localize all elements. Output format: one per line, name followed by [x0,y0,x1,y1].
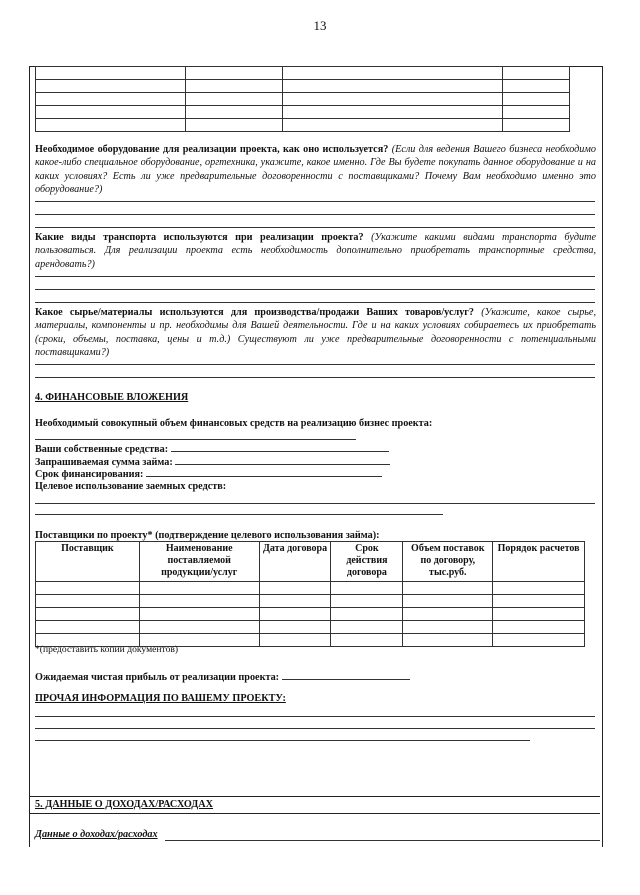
section-4-title: 4. ФИНАНСОВЫЕ ВЛОЖЕНИЯ [35,392,189,403]
term-field[interactable] [146,467,382,477]
section-5-title: 5. ДАННЫЕ О ДОХОДАХ/РАСХОДАХ [35,799,214,810]
answer-line[interactable] [35,728,595,729]
table-cell[interactable] [503,106,570,119]
answer-line[interactable] [165,840,600,841]
profit-field[interactable] [282,670,410,680]
table-cell[interactable] [493,621,585,634]
table-cell[interactable] [36,119,186,132]
table-cell[interactable] [503,119,570,132]
table-cell[interactable] [331,621,403,634]
profit-row [35,670,410,684]
answer-line[interactable] [35,377,595,378]
table-cell[interactable] [185,93,282,106]
answer-line[interactable] [35,716,595,717]
table-cell[interactable] [503,80,570,93]
purpose-label: Целевое использование заемных средств: [35,481,227,492]
continuation-table [35,66,570,132]
suppliers-table [35,541,585,647]
answer-line[interactable] [35,289,595,290]
table-cell[interactable] [282,67,503,80]
table-cell[interactable] [139,608,259,621]
loan-amount-field[interactable] [175,455,390,465]
table-cell[interactable] [139,595,259,608]
table-cell[interactable] [493,634,585,647]
table-cell[interactable] [331,582,403,595]
table-cell[interactable] [493,608,585,621]
table-cell[interactable] [403,608,493,621]
own-funds-field[interactable] [171,442,389,452]
table-cell[interactable] [139,582,259,595]
transport-question-hint: (Укажите какими видами транспорта будите пользоваться. Для реализации проекта есть необходимость дополнительно приобретать транспортные средства, арендовать?) [35,232,596,270]
materials-question-hint: (Укажите, какое сырье, материалы, компоненты и пр. необходимы для Вашей деятельности. Где и на каких условиях собираетесь их приобретать (сроки, объемы, поставка, цены и т.д.) Существуют ли уже предварительные договоренности с потенциальными поставщиками?) [35,307,596,358]
equipment-question [35,143,596,196]
equipment-question-label: Необходимое оборудование для реализации проекта, как оно используется? [35,144,389,155]
table-cell[interactable] [259,634,331,647]
answer-line[interactable] [35,514,443,515]
answer-line[interactable] [35,503,595,504]
table-cell[interactable] [503,67,570,80]
own-funds-label: Ваши собственные средства: [35,444,169,455]
answer-line[interactable] [35,227,595,228]
table-cell[interactable] [139,621,259,634]
suppliers-footnote: *(предоставить копии документов) [35,644,179,655]
materials-question-label: Какое сырье/материалы используются для производства/продажи Ваших товаров/услуг? [35,307,475,318]
table-cell[interactable] [403,634,493,647]
table-cell[interactable] [36,80,186,93]
table-cell[interactable] [185,119,282,132]
table-cell[interactable] [403,582,493,595]
table-cell[interactable] [331,595,403,608]
total-funds-label: Необходимый совокупный объем финансовых средств на реализацию бизнес проекта: [35,418,433,429]
table-cell[interactable] [331,608,403,621]
answer-line[interactable] [35,276,595,277]
table-cell[interactable] [259,582,331,595]
table-cell[interactable] [282,80,503,93]
other-info-title: ПРОЧАЯ ИНФОРМАЦИЯ ПО ВАШЕМУ ПРОЕКТУ: [35,693,286,704]
page-number: 13 [313,18,327,33]
transport-question [35,231,596,271]
section-5-subtitle: Данные о доходах/расходах [35,829,158,840]
table-cell[interactable] [282,119,503,132]
table-cell[interactable] [36,582,140,595]
table-cell[interactable] [36,595,140,608]
column-header: Поставщик [36,542,140,582]
table-cell[interactable] [259,608,331,621]
answer-line[interactable] [35,740,530,741]
term-label: Срок финансирования: [35,469,144,480]
table-cell[interactable] [185,80,282,93]
column-header: Наименование поставляемой продукции/услуг [139,542,259,582]
table-cell[interactable] [36,106,186,119]
table-cell[interactable] [331,634,403,647]
table-cell[interactable] [36,67,186,80]
equipment-question-hint: (Если для ведения Вашего бизнеса необходимо какое-либо специальное оборудование, оргтехника, укажите, какое именно. Где Вы будете покупать данное оборудование и на каких условиях? Есть ли уже предварительные договоренности с поставщиками? Почему Вам необходимо именно это оборудование?) [35,144,596,195]
table-cell[interactable] [503,93,570,106]
table-cell[interactable] [282,93,503,106]
suppliers-title: Поставщики по проекту* (подтверждение целевого использования займа): [35,530,380,541]
table-cell[interactable] [185,106,282,119]
table-cell[interactable] [185,67,282,80]
profit-label: Ожидаемая чистая прибыль от реализации проекта: [35,672,280,683]
table-cell[interactable] [259,595,331,608]
answer-line[interactable] [35,201,595,202]
table-cell[interactable] [493,595,585,608]
materials-question [35,306,596,359]
table-cell[interactable] [36,608,140,621]
transport-question-label: Какие виды транспорта используются при реализации проекта? [35,232,364,243]
column-header: Порядок расчетов [493,542,585,582]
table-cell[interactable] [403,621,493,634]
table-cell[interactable] [259,621,331,634]
table-cell[interactable] [36,621,140,634]
column-header: Объем поставок по договору, тыс.руб. [403,542,493,582]
column-header: Дата договора [259,542,331,582]
total-funds-field[interactable] [35,439,356,440]
table-cell[interactable] [493,582,585,595]
answer-line[interactable] [35,214,595,215]
loan-amount-label: Запрашиваемая сумма займа: [35,457,173,468]
answer-line[interactable] [35,302,595,303]
answer-line[interactable] [35,364,595,365]
column-header: Срок действия договора [331,542,403,582]
table-cell[interactable] [282,106,503,119]
table-cell[interactable] [36,93,186,106]
table-cell[interactable] [403,595,493,608]
